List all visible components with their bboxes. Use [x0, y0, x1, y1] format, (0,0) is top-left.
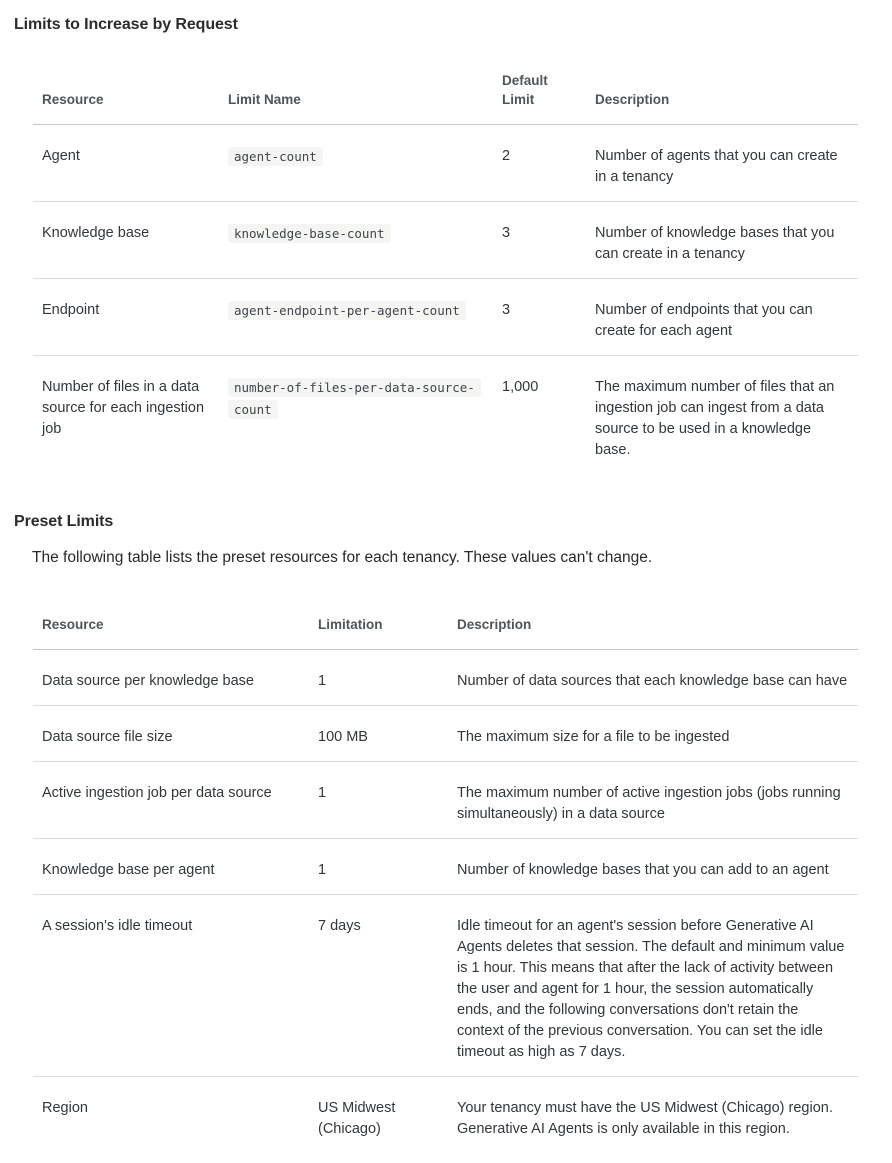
table-row	[33, 839, 858, 895]
description-cell: Your tenancy must have the US Midwest (Chicago) region. Generative AI Agents is only available in this region.	[448, 1077, 858, 1154]
table-row	[33, 125, 858, 202]
limitation-cell: 100 MB	[309, 706, 448, 762]
limits-table-header-row	[33, 54, 858, 125]
description-cell: Number of agents that you can create in a tenancy	[595, 148, 838, 185]
description-cell: Number of data sources that each knowledge base can have	[457, 673, 848, 689]
limitation-cell: US Midwest (Chicago)	[309, 1077, 448, 1154]
limit-name-cell	[219, 125, 493, 202]
description-cell: Number of knowledge bases that you can add to an agent	[448, 839, 858, 895]
preset-table-header-row	[33, 598, 858, 650]
description-cell: The maximum number of active ingestion jobs (jobs running simultaneously) in a data source	[448, 762, 858, 839]
section-limits-to-increase	[14, 15, 878, 474]
table-row	[33, 356, 858, 475]
resource-cell: Agent	[42, 148, 80, 164]
preset-header-limitation: Limitation	[309, 598, 448, 650]
preset-section-intro: The following table lists the preset resources for each tenancy. These values can't change.	[32, 549, 653, 566]
table-row	[33, 279, 858, 356]
description-cell: Number of endpoints that you can create for each agent	[586, 279, 858, 356]
description-cell: Number of knowledge bases that you can create in a tenancy	[586, 202, 858, 279]
resource-cell: Data source file size	[33, 706, 309, 762]
table-row	[33, 895, 858, 1077]
description-cell: The maximum size for a file to be ingested	[448, 706, 858, 762]
limitation-cell: 1	[318, 673, 327, 689]
table-row	[33, 650, 858, 706]
preset-header-resource: Resource	[33, 598, 309, 650]
limitation-cell: 7 days	[309, 895, 448, 1077]
limit-name-code: agent-count	[228, 147, 323, 166]
default-limit-cell: 1,000	[493, 356, 586, 475]
limits-table	[33, 54, 858, 474]
table-row	[33, 202, 858, 279]
table-row	[33, 1077, 858, 1154]
resource-cell: Knowledge base	[33, 202, 219, 279]
limit-name-cell	[219, 202, 493, 279]
resource-cell: Endpoint	[33, 279, 219, 356]
limit-name-code: number-of-files-per-data-source-count	[228, 378, 481, 419]
description-cell: Idle timeout for an agent's session before Generative AI Agents deletes that session. The default and minimum value is 1 hour. This means that after the lack of activity between the user and agent for 1 hour, the session automatically ends, and the following conversations don't retain the context of the previous conversation. You can set the idle timeout as high as 7 days.	[448, 895, 858, 1077]
limit-name-cell	[219, 356, 493, 475]
description-cell: The maximum number of files that an ingestion job can ingest from a data source to be used in a knowledge base.	[586, 356, 858, 475]
limits-header-limit-name: Limit Name	[219, 54, 493, 125]
table-row	[33, 706, 858, 762]
preset-section-title: Preset Limits	[14, 513, 114, 530]
resource-cell: Region	[33, 1077, 309, 1154]
preset-table	[33, 598, 858, 1153]
limits-header-default-limit: Default Limit	[493, 54, 586, 125]
resource-cell: A session's idle timeout	[33, 895, 309, 1077]
limit-name-cell	[219, 279, 493, 356]
limits-section-title: Limits to Increase by Request	[14, 16, 238, 33]
limits-header-resource: Resource	[33, 54, 219, 125]
resource-cell: Data source per knowledge base	[42, 673, 254, 689]
limitation-cell: 1	[309, 762, 448, 839]
section-preset-limits	[14, 512, 878, 1153]
resource-cell: Knowledge base per agent	[33, 839, 309, 895]
limit-name-code: knowledge-base-count	[228, 224, 391, 243]
default-limit-cell: 2	[502, 148, 511, 164]
resource-cell: Active ingestion job per data source	[33, 762, 309, 839]
table-row	[33, 762, 858, 839]
limits-header-description: Description	[586, 54, 858, 125]
limit-name-code: agent-endpoint-per-agent-count	[228, 301, 466, 320]
resource-cell: Number of files in a data source for each ingestion job	[33, 356, 219, 475]
preset-header-description: Description	[448, 598, 858, 650]
default-limit-cell: 3	[493, 202, 586, 279]
default-limit-cell: 3	[493, 279, 586, 356]
limitation-cell: 1	[309, 839, 448, 895]
